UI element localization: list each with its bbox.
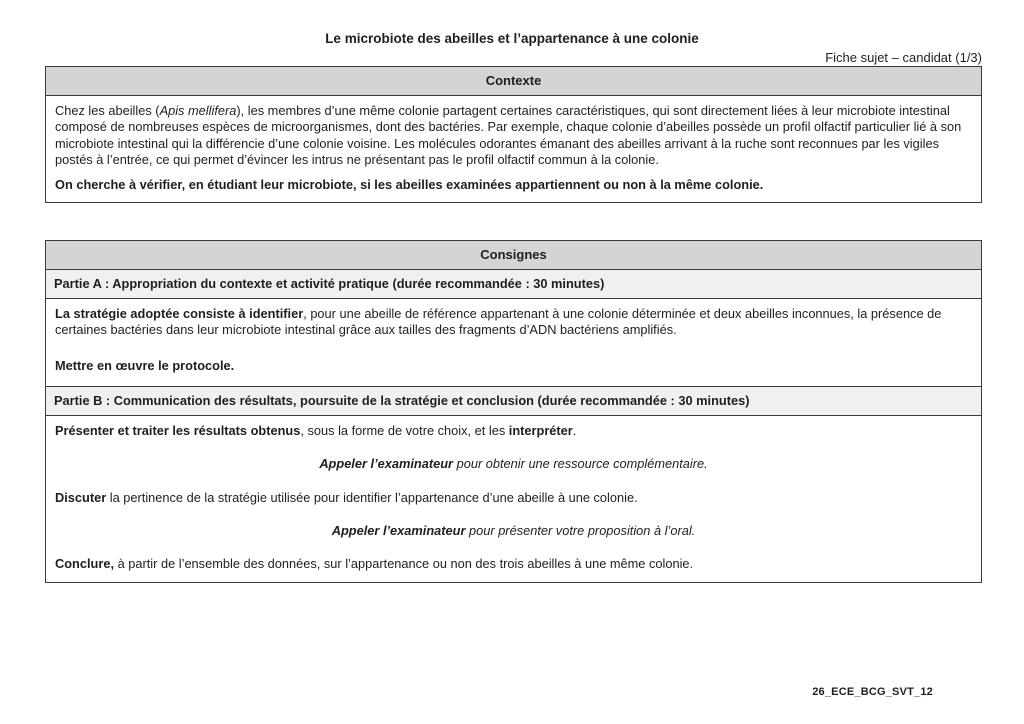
protocol-instruction: Mettre en œuvre le protocole.: [55, 357, 235, 373]
context-section-body: [46, 96, 981, 202]
partie-a-header: Partie A : Appropriation du contexte et activité pratique (durée recommandée : 30 minutes): [46, 270, 981, 299]
consignes-section: [45, 240, 982, 583]
strategy-bold: La stratégie adoptée consiste à identifier: [55, 306, 304, 321]
context-header-label: Contexte: [485, 73, 542, 88]
partie-b-body: [46, 416, 981, 582]
present-mid: , sous la forme de votre choix, et les: [300, 422, 509, 438]
sheet-label: Fiche sujet – candidat (1/3): [825, 50, 982, 65]
page-title: Le microbiote des abeilles et l’appartenance à une colonie: [325, 31, 699, 46]
strategy-rest: , pour une abeille de référence appartenant à une colonie déterminée et deux abeilles inconnues, la présence de certaines bactéries dans leur microbiote intestinal grâce aux tailles des fragments d’ADN bactériens amplifiés.: [55, 306, 942, 338]
conclude-bold: Conclure,: [55, 556, 115, 572]
consignes-section-header: [46, 241, 981, 270]
context-text-after: ), les membres d’une même colonie partagent certaines caractéristiques, qui sont directement liées à leur microbiote intestinal composé de nombreuses espèces de microorganismes, dont des bactéries. Par exemple, chaque colonie d’abeilles possède un profil olfactif particulier lié à son microbiote intestinal qui la différencie d’une colonie voisine. Les molécules odorantes émanant des abeilles arrivant à la ruche sont reconnues par les vigiles postés à l’entrée, ce qui permet d’évincer les intrus ne présentant pas le profil olfactif commun à la colonie.: [55, 103, 962, 168]
context-paragraph: [55, 103, 972, 169]
present-bold: Présenter et traiter les résultats obtenus: [55, 422, 301, 438]
examiner-call-1: [55, 456, 972, 472]
present-bold-2: interpréter: [508, 422, 573, 438]
examiner-call-2: [55, 523, 972, 539]
examiner-call-1-rest: pour obtenir une ressource complémentaire.: [453, 456, 708, 472]
present-instruction: [55, 423, 972, 439]
species-name: Apis mellifera: [159, 103, 237, 118]
examiner-call-2-rest: pour présenter votre proposition à l’oral.: [465, 522, 696, 538]
document-code: 26_ECE_BCG_SVT_12: [812, 686, 933, 698]
discuss-rest: la pertinence de la stratégie utilisée pour identifier l’appartenance d’une abeille à une colonie.: [106, 489, 638, 505]
discuss-instruction: [55, 490, 972, 506]
strategy-paragraph: [55, 306, 972, 339]
discuss-bold: Discuter: [55, 489, 107, 505]
partie-a-body: [46, 299, 981, 387]
present-end: .: [572, 422, 577, 438]
conclude-instruction: [55, 556, 972, 572]
examiner-call-2-bold: Appeler l’examinateur: [331, 522, 466, 538]
context-section-header: [46, 67, 981, 96]
conclude-rest: à partir de l’ensemble des données, sur l’appartenance ou non des trois abeilles à une même colonie.: [114, 556, 694, 572]
context-section: [45, 66, 982, 203]
consignes-header-label: Consignes: [480, 247, 547, 262]
examiner-call-1-bold: Appeler l’examinateur: [319, 456, 454, 472]
context-text-before: Chez les abeilles (: [55, 103, 160, 118]
context-objective: On cherche à vérifier, en étudiant leur microbiote, si les abeilles examinées appartiennent ou non à la même colonie.: [55, 176, 764, 192]
partie-b-header: Partie B : Communication des résultats, poursuite de la stratégie et conclusion (durée recommandée : 30 minutes): [46, 386, 981, 416]
